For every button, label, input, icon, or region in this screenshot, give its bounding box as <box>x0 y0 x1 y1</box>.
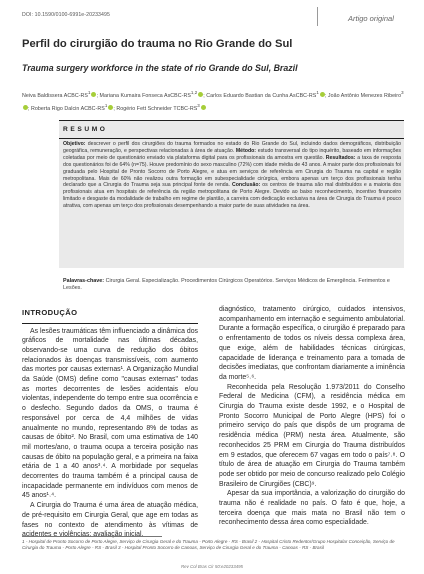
author-affiliation: 1 <box>104 103 108 109</box>
orcid-icon[interactable] <box>23 105 28 110</box>
section-label: Artigo original <box>348 14 394 23</box>
keywords-label: Palavras-chave: <box>63 278 105 284</box>
author-affiliation: 3 <box>401 90 404 95</box>
author-name: Mariana Kumaira Fonseca AsCBC-RS <box>99 92 191 99</box>
orcid-icon[interactable] <box>198 92 203 97</box>
author-affiliation: 1 <box>316 90 319 95</box>
footnote-divider <box>22 536 162 537</box>
orcid-icon[interactable] <box>320 92 325 97</box>
doi-label[interactable]: DOI: 10.1590/0100-6991e-20233495 <box>22 12 110 18</box>
body-paragraph: Reconhecida pela Resolução 1.973/2011 do Conselho Federal de Medicina (CFM), a residência médica em Cirurgia do Trauma existe desde 1992, e o Hospital de Pronto Socorro Municipal de Porto Alegre (HPS) foi o primeiro serviço do país que dispôs de um programa de residência médica (PRM) nesta área. Atualmente, são reconhecidos 25 PRM em Cirurgia do Trauma distribuídos em 9 estados, que oferecem 67 vagas em todo o país⁷˒⁸. O título de área de atuação em Cirurgia do Trauma também pode ser obtido por meio de concurso realizado pelo Colégio Brasileiro de Cirurgiões (CBC)⁹. <box>219 383 405 488</box>
keywords-text: Cirurgia Geral. Especialização. Procedimentos Cirúrgicos Operatórios. Serviços Médicos de Emergência. Ferimentos e Lesões. <box>63 278 390 292</box>
abstract-text <box>63 141 401 210</box>
author-name: Roberta Rigo Dalcin ACBC-RS <box>31 105 105 112</box>
method-text: estudo transversal do tipo inquérito, baseado em informações coletadas por meio de questionário enviado via plataforma digital para os profissionais da amostra em questão. <box>63 147 401 161</box>
abstract-heading: RESUMO <box>63 126 108 133</box>
body-paragraph: As lesões traumáticas têm influenciado a dinâmica dos gráficos de mortalidade nas últimas décadas, observando-se uma curva de redução dos óbitos relacionados às doenças transmissíveis, com aumento das mortes por causas externas¹. A Organização Mundial da Saúde (OMS) define como "causas externas" todas as mortes decorrentes de lesões acidentais e/ou violentas, independente do tempo entre sua ocorrência e o desfecho. Segundo dados da OMS, o trauma é responsável por cerca de 4,4 milhões de vidas anualmente no mundo, representando 8% de todas as causas de óbito². No Brasil, com uma estimativa de 140 mil mortes/ano, o trauma ocupa a terceira posição nas causas de óbito na população geral, e a primeira na faixa etária de 1 a 40 anos³˒⁴. A morbidade por sequelas decorrentes do trauma também é a principal causa de incapacidade permanente em indivíduos com menos de 45 anos¹˒⁴. <box>22 327 198 500</box>
header-divider <box>317 7 318 26</box>
method-label: Método: <box>235 147 257 154</box>
journal-footer: Rev Col Bras Cir 50:e20233495 <box>181 564 243 569</box>
body-paragraph: Apesar da sua importância, a valorização do cirurgião do trauma não é realidade no país. O fato é que, hoje, a terceira doença que mais mata no Brasil não tem o reconhecimento dessa área como especialidade. <box>219 490 405 527</box>
section-divider <box>22 323 198 324</box>
author-affiliation: 3 <box>197 103 200 109</box>
author-affiliation: 1,2 <box>190 90 198 95</box>
orcid-icon[interactable] <box>91 92 96 97</box>
author-name: Neiva Baldissera ACBC-RS <box>22 92 88 99</box>
author-name: Rogério Fett Schneider TCBC-RS <box>116 105 198 112</box>
affiliation-footnotes: 1 - Hospital de Pronto Socorro de Porto Alegre, Serviço de Cirurgia Geral e do Trauma - Porto Alegre - RS - Brasil 2 - Hospital Cristo Redentor/Grupo Hospitalar Conceição, Serviço de Cirurgia do Trauma - Porto Alegre - RS - Brasil 3 - Hospital Pronto Socorro de Canoas, Serviço de Cirurgia Geral e do Trauma - Canoas - RS - Brasil <box>22 539 395 551</box>
objective-label: Objetivo: <box>63 141 86 147</box>
results-label: Resultados: <box>325 154 356 161</box>
body-column-left <box>22 304 198 540</box>
page-header <box>0 0 424 29</box>
body-paragraph: diagnóstico, tratamento cirúrgico, cuidados intensivos, acompanhamento em internação e seguimento ambulatorial. Durante a formação específica, o cirurgião é preparado para o enfrentamento de todos os níveis dessa complexa área, que exige, além de habilidades técnicas cirúrgicas, capacidade de liderança e treinamento para a tomada de decisões imediatas, que confrontam diariamente a iminência da morte⁵˒⁶. <box>219 306 405 381</box>
objective-text: descrever o perfil dos cirurgiões do trauma formados no estado do Rio Grande do Sul, incluindo dados demográficos, distribuição geográfica, remuneração, e perspectivas relacionadas à área de atuação. <box>63 141 401 154</box>
author: João Antônio Menezes Ribeiro$^3$; <box>22 93 404 112</box>
conclusion-label: Conclusão: <box>232 182 261 189</box>
abstract-box <box>59 120 404 268</box>
orcid-icon[interactable] <box>201 105 206 110</box>
author-name: Carlos Eduardo Bastian da Cunha AsCBC-RS <box>206 92 317 99</box>
section-heading-introduction: INTRODUÇÃO <box>22 308 78 317</box>
article-title: Perfil do cirurgião do trauma no Rio Grande do Sul <box>22 38 293 50</box>
author <box>116 103 205 112</box>
author: Roberta Rigo Dalcin ACBC-$RS^1$; <box>31 103 117 112</box>
author-name: João Antônio Menezes Ribeiro <box>327 92 402 99</box>
results-text: a taxa de resposta dos questionários foi de 64% (n=75). Houve predomínio do sexo masculino (72%) com idade média de 43 anos. A maior parte dos profissionais foi graduada pelo Hospital de Pronto Socorro de Porto Alegre, e atua em serviços de referência em Cirurgia do Trauma na capital e região metropolitana. Mais de 60% não realizou outra formação em subespecialidade cirúrgica, embora apenas um terço dos profissionais tenha declarado que a Cirurgia do Trauma seja sua principal fonte de renda. <box>63 154 401 189</box>
body-column-right <box>219 305 405 528</box>
author-list <box>22 88 408 114</box>
author-affiliation: 1 <box>87 90 91 95</box>
abstract-divider <box>59 138 404 139</box>
keywords <box>63 278 403 293</box>
author: Mariana Kumaira Fonseca AsCBC-RS$^{1,2}$; <box>99 90 207 99</box>
article-subtitle: Trauma surgery workforce in the state of rio Grande do Sul, Brazil <box>22 63 298 73</box>
author: Neiva Baldissera ACBC-$RS^1$; <box>22 90 100 99</box>
body-paragraph: A Cirurgia do Trauma é uma área de atuação médica, de pré-requisito em Cirurgia Geral, que age em todas as fases no contexto de atendimento às vítimas de acidentes e violências: avaliação inicial, <box>22 502 198 539</box>
conclusion-text: os centros de trauma são mal distribuídos e a maioria dos profissionais atua em hospitais de referência da região metropolitana de Porto Alegre. Devido ao baixo reconhecimento, incentivo financeiro limitado e desgaste da modalidade de trabalho em regime de plantão, a carreira com dedicação exclusiva na área de Cirurgia do Trauma é pouco atrativa, com apenas um terço dos profissionais desempenhando a maior parte de suas atividades na área. <box>63 182 401 210</box>
author: Carlos Eduardo Bastian da Cunha AsCBC-$RS^1$; <box>206 90 328 99</box>
orcid-icon[interactable] <box>108 105 113 110</box>
